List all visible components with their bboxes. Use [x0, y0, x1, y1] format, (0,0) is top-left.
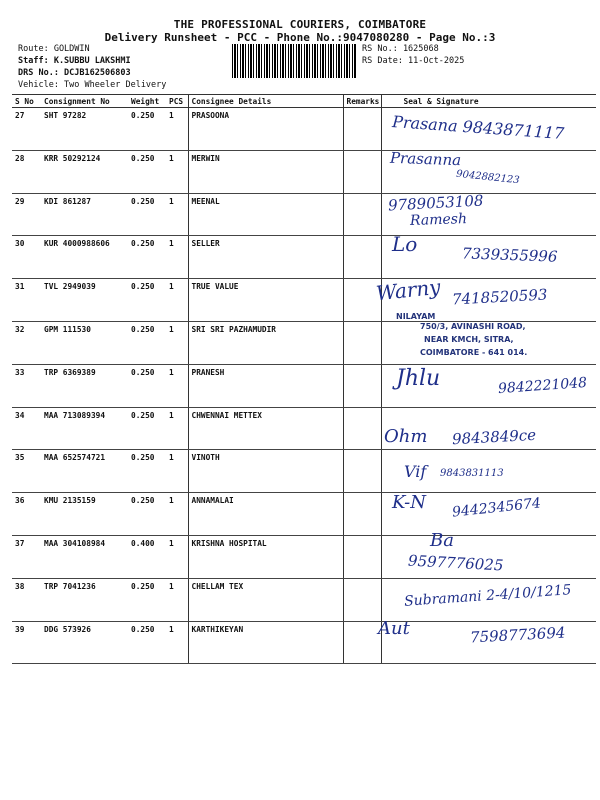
signature-row-36: 9442345674 [451, 495, 542, 521]
signature-row-28-name: Prasanna [389, 148, 462, 170]
cell-pcs: 1 [166, 193, 188, 236]
cell-consignee: SELLER [188, 236, 343, 279]
cell-pcs: 1 [166, 407, 188, 450]
cell-cno: KUR 4000988606 [41, 236, 128, 279]
cell-consignee: KRISHNA HOSPITAL [188, 535, 343, 578]
cell-pcs: 1 [166, 364, 188, 407]
table-row [12, 535, 596, 578]
table-row [12, 450, 596, 493]
cell-pcs: 1 [166, 150, 188, 193]
cell-cno: TVL 2949039 [41, 279, 128, 322]
cell-consignee: PRASOONA [188, 108, 343, 151]
cell-consignee: TRUE VALUE [188, 279, 343, 322]
cell-weight: 0.250 [128, 279, 166, 322]
cell-sno: 30 [12, 236, 41, 279]
col-signature: Seal & Signature [381, 95, 596, 108]
route-label: Route: GOLDWIN [18, 44, 90, 54]
page-title: THE PROFESSIONAL COURIERS, COIMBATORE [173, 18, 427, 31]
stamp-line-4: COIMBATORE - 641 014. [420, 348, 528, 357]
signature-row-30: 7339355996 [461, 244, 558, 266]
cell-cno: SHT 97282 [41, 108, 128, 151]
cell-sno: 35 [12, 450, 41, 493]
cell-pcs: 1 [166, 321, 188, 364]
cell-sno: 31 [12, 279, 41, 322]
cell-cno: DDG 573926 [41, 621, 128, 664]
cell-pcs: 1 [166, 108, 188, 151]
col-weight: Weight [128, 95, 166, 108]
rs-number: RS No.: 1625068 [362, 44, 439, 54]
cell-pcs: 1 [166, 578, 188, 621]
cell-cno: KDI 861287 [41, 193, 128, 236]
signature-row-35: 9843831113 [440, 468, 504, 479]
signature-row-39-mark: Aut [378, 618, 410, 639]
cell-pcs: 1 [166, 535, 188, 578]
cell-weight: 0.250 [128, 236, 166, 279]
signature-row-39: 7598773694 [469, 623, 566, 647]
cell-weight: 0.250 [128, 407, 166, 450]
col-consignee: Consignee Details [188, 95, 343, 108]
cell-remarks [343, 150, 381, 193]
table-header-row [12, 95, 596, 108]
cell-weight: 0.250 [128, 150, 166, 193]
cell-cno: MAA 652574721 [41, 450, 128, 493]
cell-weight: 0.400 [128, 535, 166, 578]
cell-pcs: 1 [166, 621, 188, 664]
cell-pcs: 1 [166, 450, 188, 493]
stamp-line-1: NILAYAM [396, 312, 436, 321]
cell-remarks [343, 108, 381, 151]
cell-sno: 37 [12, 535, 41, 578]
cell-sno: 28 [12, 150, 41, 193]
cell-sno: 34 [12, 407, 41, 450]
signature-row-33-mark: Jhlu [396, 366, 441, 391]
cell-remarks [343, 493, 381, 536]
cell-consignee: PRANESH [188, 364, 343, 407]
signature-row-33: 9842221048 [497, 374, 588, 398]
cell-pcs: 1 [166, 236, 188, 279]
table-row [12, 150, 596, 193]
signature-row-34: 9843849ce [451, 425, 537, 449]
signature-row-29-phone: 9789053108 [387, 191, 484, 215]
cell-pcs: 1 [166, 493, 188, 536]
signature-row-28-phone: 9042882123 [455, 168, 521, 187]
cell-cno: MAA 713089394 [41, 407, 128, 450]
signature-row-31: 7418520593 [451, 285, 548, 309]
cell-weight: 0.250 [128, 364, 166, 407]
cell-sno: 33 [12, 364, 41, 407]
signature-row-38: Subramani 2-4/10/1215 [403, 582, 572, 610]
cell-consignee: MEENAL [188, 193, 343, 236]
cell-cno: MAA 304108984 [41, 535, 128, 578]
staff-label: Staff: K.SUBBU LAKSHMI [18, 56, 131, 66]
cell-cno: KRR 50292124 [41, 150, 128, 193]
cell-remarks [343, 578, 381, 621]
cell-remarks [343, 621, 381, 664]
cell-weight: 0.250 [128, 108, 166, 151]
cell-remarks [343, 236, 381, 279]
signature-row-30-mark: Lo [392, 232, 418, 256]
cell-remarks [343, 535, 381, 578]
cell-consignee: SRI SRI PAZHAMUDIR [188, 321, 343, 364]
cell-remarks [343, 364, 381, 407]
cell-sno: 27 [12, 108, 41, 151]
signature-row-31-mark: Warny [374, 274, 442, 306]
cell-pcs: 1 [166, 279, 188, 322]
cell-cno: KMU 2135159 [41, 493, 128, 536]
page-subtitle: Delivery Runsheet - PCC - Phone No.:9047080280 - Page No.:3 [104, 31, 496, 44]
cell-consignee: KARTHIKEYAN [188, 621, 343, 664]
cell-consignee: CHELLAM TEX [188, 578, 343, 621]
cell-sno: 39 [12, 621, 41, 664]
cell-weight: 0.250 [128, 321, 166, 364]
cell-sno: 29 [12, 193, 41, 236]
cell-weight: 0.250 [128, 493, 166, 536]
cell-remarks [343, 407, 381, 450]
cell-cno: GPM 111530 [41, 321, 128, 364]
barcode-icon [232, 44, 356, 78]
col-pcs: PCS [166, 95, 188, 108]
drs-number: DRS No.: DCJB162506803 [18, 68, 131, 78]
cell-weight: 0.250 [128, 578, 166, 621]
cell-consignee: VINOTH [188, 450, 343, 493]
signature-row-37-mark: Ba [430, 530, 454, 551]
signature-row-34-mark: Ohm [384, 426, 428, 447]
table-row [12, 193, 596, 236]
cell-sno: 36 [12, 493, 41, 536]
cell-weight: 0.250 [128, 193, 166, 236]
col-consignment: Consignment No [41, 95, 128, 108]
signature-row-37: 9597776025 [407, 551, 504, 575]
cell-remarks [343, 193, 381, 236]
cell-sno: 32 [12, 321, 41, 364]
cell-weight: 0.250 [128, 621, 166, 664]
signature-row-36-mark: K-N [392, 492, 426, 513]
cell-consignee: CHWENNAI METTEX [188, 407, 343, 450]
stamp-line-2: 750/3, AVINASHI ROAD, [420, 322, 526, 331]
cell-consignee: MERWIN [188, 150, 343, 193]
signature-row-27: Prasana 9843871117 [391, 112, 565, 143]
cell-consignee: ANNAMALAI [188, 493, 343, 536]
signature-row-29-name: Ramesh [409, 211, 468, 229]
col-remarks: Remarks [343, 95, 381, 108]
cell-remarks [343, 450, 381, 493]
stamp-line-3: NEAR KMCH, SITRA, [424, 335, 514, 344]
cell-sno: 38 [12, 578, 41, 621]
cell-weight: 0.250 [128, 450, 166, 493]
col-sno: S No [12, 95, 41, 108]
cell-remarks [343, 321, 381, 364]
signature-row-35-mark: Vif [404, 462, 427, 481]
rs-date: RS Date: 11-Oct-2025 [362, 56, 465, 66]
cell-cno: TRP 6369389 [41, 364, 128, 407]
cell-cno: TRP 7041236 [41, 578, 128, 621]
vehicle-label: Vehicle: Two Wheeler Delivery [18, 80, 167, 90]
